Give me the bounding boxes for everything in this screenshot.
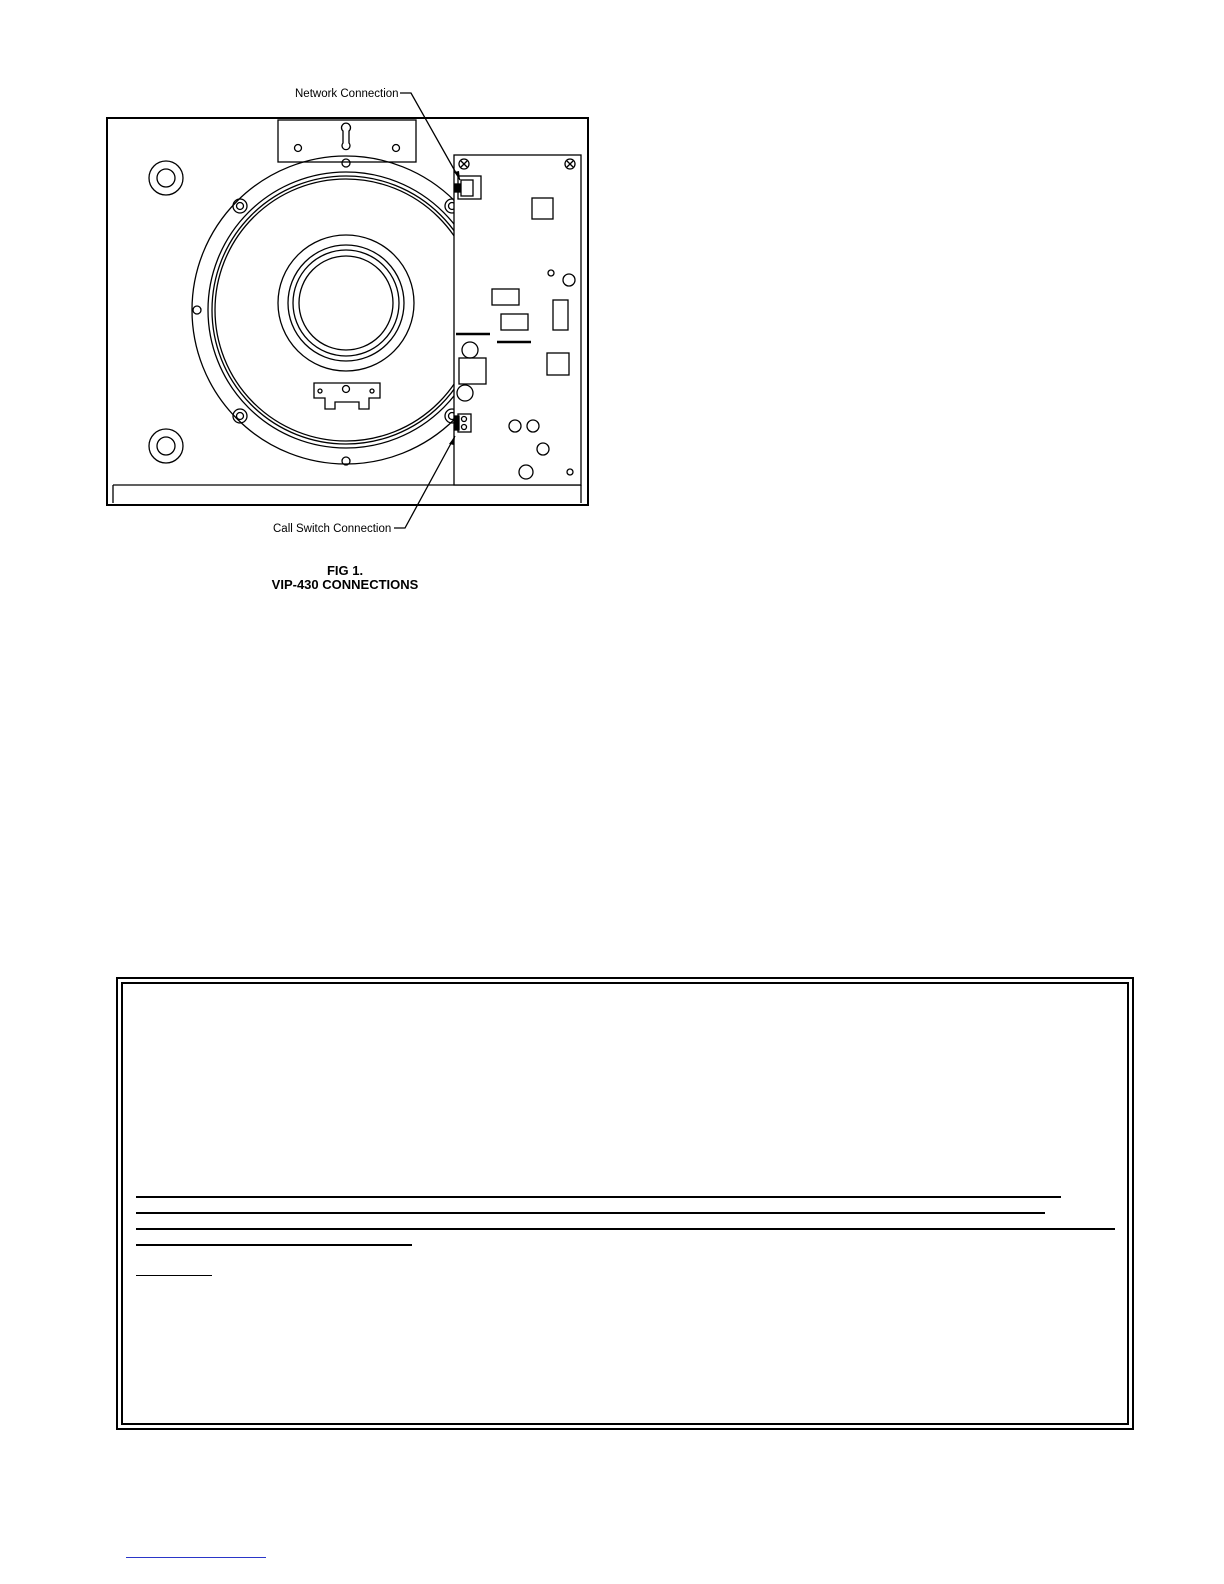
underline-rule-short xyxy=(136,1275,212,1276)
notice-box-inner xyxy=(121,982,1129,1425)
underline-rule xyxy=(136,1228,1115,1230)
fig1-diagram xyxy=(0,0,1224,620)
figure-caption-number: FIG 1. xyxy=(326,563,364,578)
speaker-cone xyxy=(278,235,414,371)
underline-rule xyxy=(136,1196,1061,1198)
footer-link-underline[interactable] xyxy=(126,1557,266,1558)
call-switch-connection-label: Call Switch Connection xyxy=(273,523,392,535)
circuit-board xyxy=(454,155,581,485)
corner-boss xyxy=(149,429,183,463)
network-leader xyxy=(400,93,460,180)
underline-rule xyxy=(136,1212,1045,1214)
figure-caption-title: VIP-430 CONNECTIONS xyxy=(271,577,419,592)
call-switch-leader xyxy=(394,436,455,528)
underline-rule xyxy=(136,1244,412,1246)
network-connection-label: Network Connection xyxy=(295,88,399,100)
cone-bracket xyxy=(314,383,380,409)
corner-boss xyxy=(149,161,183,195)
notice-box xyxy=(116,977,1134,1430)
